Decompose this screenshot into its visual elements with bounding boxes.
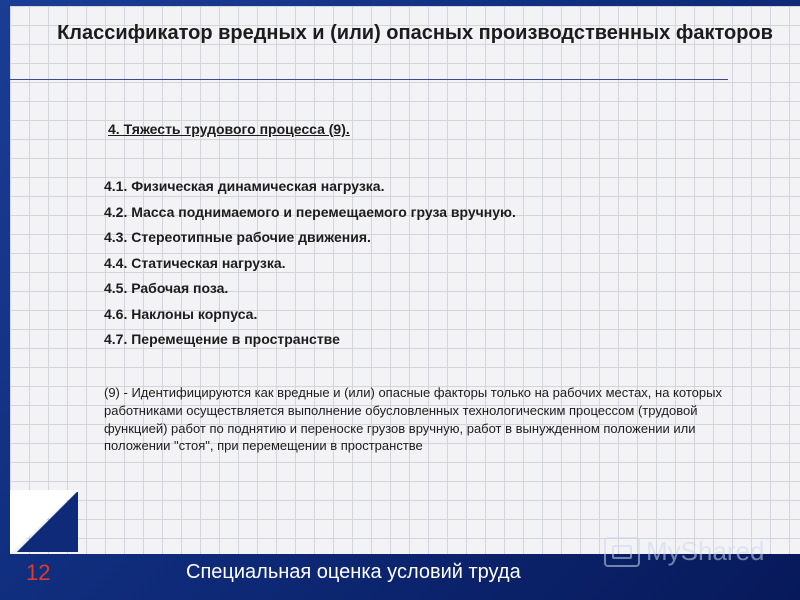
watermark: [604, 536, 765, 567]
footnote: (9) - Идентифицируются как вредные и (или) опасные факторы только на рабочих местах, на которых работниками осуществляется выполнение обусловленных технологическим процессом (трудовой функцией) работ по поднятию и переноске грузов вручную, работ в вынужденном положении или положении "стоя", при перемещении в пространстве: [104, 385, 722, 454]
slide-title: Классификатор вредных и (или) опасных производственных факторов: [57, 22, 773, 44]
presentation-icon: [604, 537, 640, 567]
list-item: 4.6. Наклоны корпуса.: [104, 305, 258, 322]
list-item: 4.2. Масса поднимаемого и перемещаемого груза вручную.: [104, 203, 516, 220]
watermark-text: MyShared: [646, 536, 765, 566]
section-heading: 4. Тяжесть трудового процесса (9).: [108, 121, 350, 137]
factor-list: [104, 177, 516, 356]
title-divider: [10, 79, 728, 80]
footer-title: Специальная оценка условий труда: [186, 561, 521, 583]
list-item: 4.5. Рабочая поза.: [104, 280, 229, 296]
page-number: 12: [26, 560, 51, 585]
list-item: 4.1. Физическая динамическая нагрузка.: [104, 178, 385, 194]
corner-decoration-inner: [12, 492, 78, 552]
list-item: 4.4. Статическая нагрузка.: [104, 254, 286, 271]
list-item: 4.7. Перемещение в пространстве: [104, 331, 340, 347]
list-item: 4.3. Стереотипные рабочие движения.: [104, 229, 371, 245]
